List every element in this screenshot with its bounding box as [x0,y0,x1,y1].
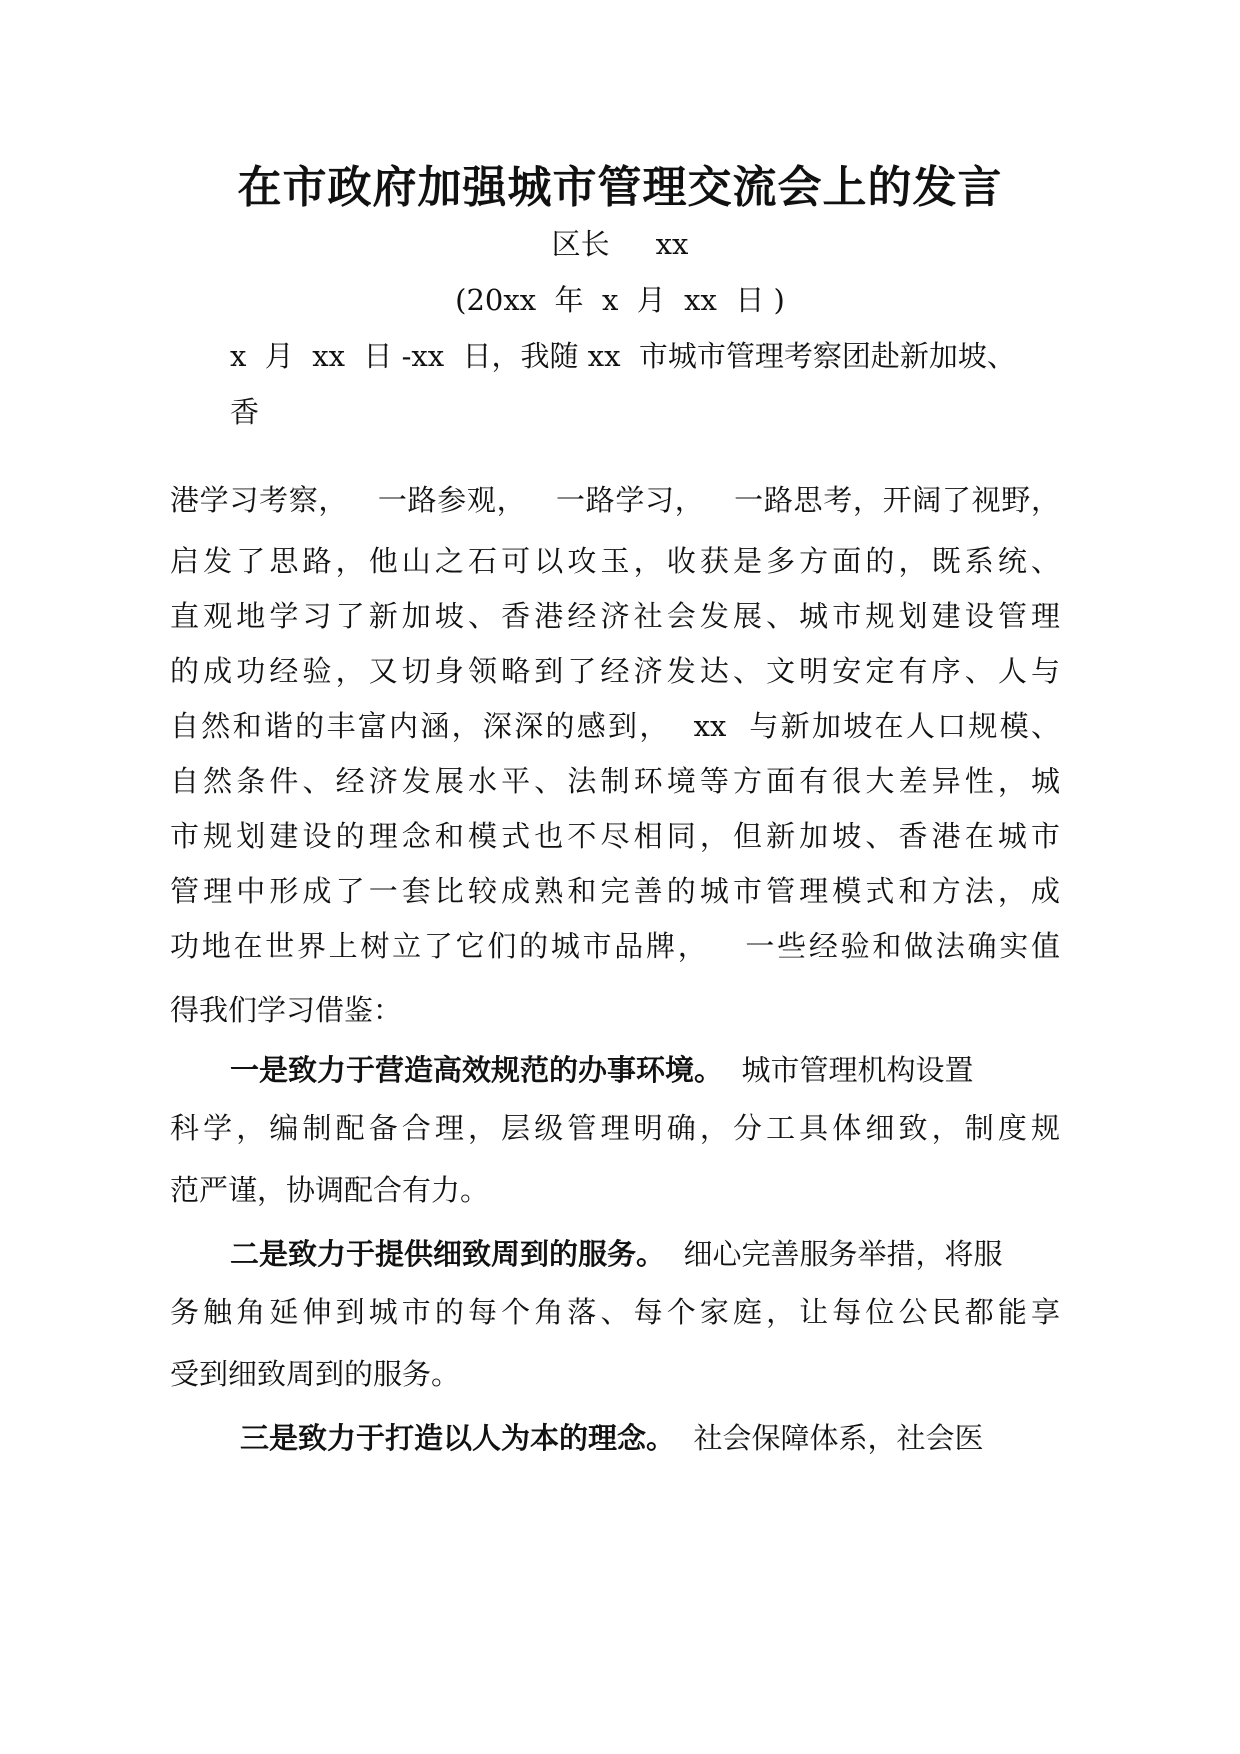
point-1-line-2: 科学，编制配备合理，层级管理明确，分工具体细致，制度规 [170,1111,1060,1145]
body-line: 直观地学习了新加坡、香港经济社会发展、城市规划建设管理 [170,599,1060,633]
body-line: 管理中形成了一套比较成熟和完善的城市管理模式和方法，成 [170,874,1060,908]
point-1-heading: 一是致力于营造高效规范的办事环境。 [230,1053,724,1087]
body-line: 功地在世界上树立了它们的城市品牌， 一些经验和做法确实值 [170,929,1060,963]
document-title: 在市政府加强城市管理交流会上的发言 [237,162,1003,213]
point-2-line-3: 受到细致周到的服务。 [170,1357,461,1391]
body-line: 得我们学习借鉴： [170,993,403,1027]
date-line: (20xx 年 x 月 xx 日 ) [455,283,785,317]
point-3-heading: 三是致力于打造以人为本的理念。 [240,1421,676,1455]
intro-line-1: x 月 xx 日 -xx 日，我随 xx 市城市管理考察团赴新加坡、 [230,339,1016,373]
point-2-line-2: 务触角延伸到城市的每个角落、每个家庭，让每位公民都能享 [170,1295,1060,1329]
body-line: 港学习考察， 一路参观， 一路学习， 一路思考，开阔了视野， [170,483,1060,517]
intro-line-2: 香 [230,395,260,429]
author-line: 区长 xx [551,227,689,261]
body-line: 自然条件、经济发展水平、法制环境等方面有很大差异性，城 [170,764,1060,798]
point-3-text: 社会保障体系，社会医 [675,1421,984,1455]
body-line: 的成功经验，又切身领略到了经济发达、文明安定有序、人与 [170,654,1060,688]
point-2-text: 细心完善服务举措，将服 [665,1237,1003,1271]
point-1-first-line [230,1050,973,1090]
point-2-first-line [230,1234,1002,1274]
body-line: 市规划建设的理念和模式也不尽相同，但新加坡、香港在城市 [170,819,1060,853]
point-2-heading: 二是致力于提供细致周到的服务。 [230,1237,666,1271]
body-line: 启发了思路，他山之石可以攻玉，收获是多方面的，既系统、 [170,544,1060,578]
body-line: 自然和谐的丰富内涵，深深的感到， xx 与新加坡在人口规模、 [170,709,1060,743]
point-3-first-line [240,1418,983,1458]
point-1-line-3: 范严谨，协调配合有力。 [170,1173,490,1207]
point-1-text: 城市管理机构设置 [723,1053,974,1087]
